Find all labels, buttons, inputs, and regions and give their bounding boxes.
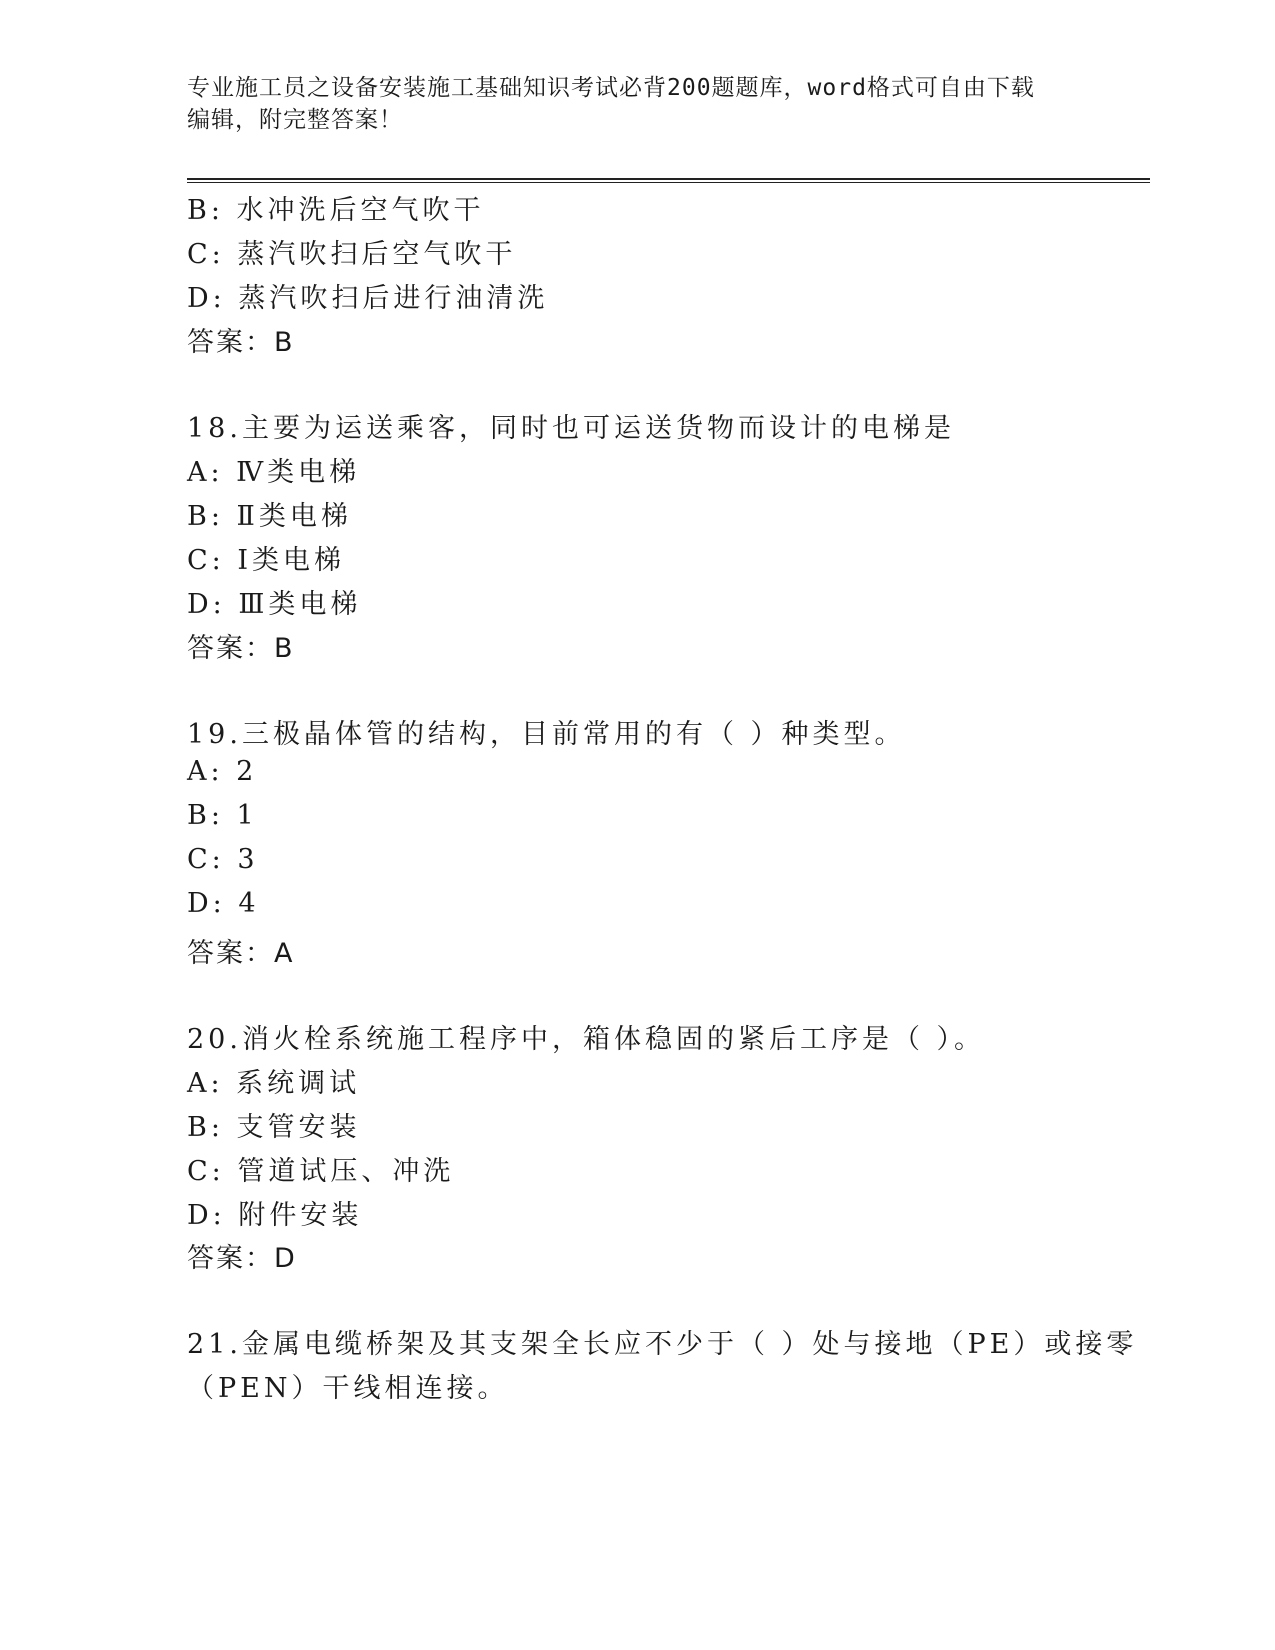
q19-option-a: A: 2 [187, 756, 258, 787]
q18-option-d: D: Ⅲ类电梯 [187, 589, 362, 620]
q20-option-a: A: 系统调试 [187, 1068, 361, 1099]
q20-answer: 答案：D [187, 1243, 297, 1274]
q17-option-c: C: 蒸汽吹扫后空气吹干 [187, 239, 517, 270]
q17-option-b: B: 水冲洗后空气吹干 [187, 195, 485, 226]
q18-option-c: C: Ⅰ类电梯 [187, 545, 346, 576]
header-divider-thick [187, 178, 1150, 180]
q18-question: 18.主要为运送乘客，同时也可运送货物而设计的电梯是 [187, 413, 955, 444]
q21-question-line-2: （PEN）干线相连接。 [187, 1373, 509, 1404]
document-header [187, 72, 1087, 136]
q17-answer: 答案：B [187, 327, 295, 358]
q20-option-d: D: 附件安装 [187, 1200, 363, 1231]
q19-option-d: D: 4 [187, 888, 260, 919]
header-title-line-2: 编辑，附完整答案！ [187, 107, 403, 133]
q18-option-a: A: Ⅳ类电梯 [187, 457, 361, 488]
q17-option-d: D: 蒸汽吹扫后进行油清洗 [187, 283, 549, 314]
q19-option-b: B: 1 [187, 800, 258, 831]
header-divider-thin [187, 182, 1150, 183]
q18-option-b: B: Ⅱ类电梯 [187, 501, 352, 532]
q18-answer: 答案：B [187, 633, 295, 664]
q20-option-b: B: 支管安装 [187, 1112, 361, 1143]
q19-option-c: C: 3 [187, 844, 259, 875]
q21-question-line-1: 21.金属电缆桥架及其支架全长应不少于（ ）处与接地（PE）或接零 [187, 1329, 1138, 1360]
q19-question: 19.三极晶体管的结构，目前常用的有（ ）种类型。 [187, 719, 906, 750]
header-title-line-1: 专业施工员之设备安装施工基础知识考试必背200题题库，word格式可自由下载 [187, 75, 1035, 101]
q20-question: 20.消火栓系统施工程序中，箱体稳固的紧后工序是（ ）。 [187, 1024, 986, 1055]
q20-option-c: C: 管道试压、冲洗 [187, 1156, 455, 1187]
q19-answer: 答案：A [187, 938, 295, 969]
